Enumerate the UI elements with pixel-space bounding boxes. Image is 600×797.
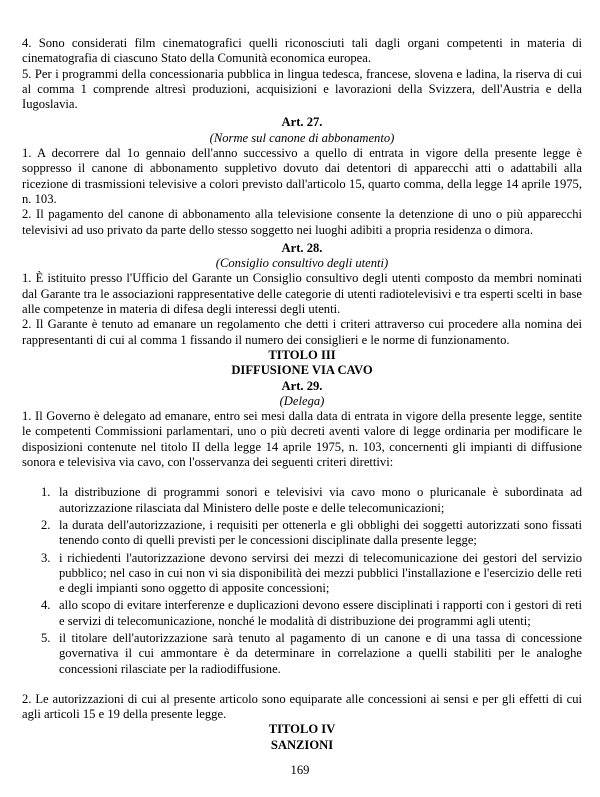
article-28-heading: Art. 28. <box>281 240 323 255</box>
list-item-number: 2. <box>41 517 51 532</box>
list-item-number: 3. <box>41 550 51 565</box>
criteria-list <box>22 485 582 677</box>
article-27-heading: Art. 27. <box>281 115 323 130</box>
paragraph-art27-comma2: 2. Il pagamento del canone di abbonamento alla televisione consente la detenzione di uno o più apparecchi televisivi ad uso privato da parte dello stesso soggetto nei luoghi adibiti a propria residenza o dimora. <box>22 207 582 237</box>
article-27-subtitle: (Norme sul canone di abbonamento) <box>209 130 395 145</box>
list-item <box>22 518 582 549</box>
document-page <box>22 36 582 753</box>
list-item <box>22 551 582 597</box>
titolo-3-title: TITOLO III <box>268 347 336 362</box>
list-item <box>22 485 582 516</box>
paragraph-art28-comma2: 2. Il Garante è tenuto ad emanare un regolamento che detti i criteri attraverso cui procedere alla nomina dei rappresentanti di cui al comma 1 fissando il numero dei consiglieri e le norme di funzionamento. <box>22 317 582 347</box>
list-item-number: 1. <box>41 485 51 500</box>
article-28-subtitle: (Consiglio consultivo degli utenti) <box>215 256 389 271</box>
paragraph-art29-comma2: 2. Le autorizzazioni di cui al presente articolo sono equiparate alle concessioni ai sensi e per gli effetti di cui agli articoli 15 e 19 della presente legge. <box>22 691 582 722</box>
list-item-number: 4. <box>41 598 51 613</box>
list-item <box>22 631 582 677</box>
paragraph-art26-comma4: 4. Sono considerati film cinematografici quelli riconosciuti tali dagli organi competenti in materia di cinematografia di ciascuno Stato della Comunità economica europea. <box>22 36 582 66</box>
list-item <box>22 598 582 629</box>
titolo-4-title: TITOLO IV <box>268 722 336 737</box>
page-number: 169 <box>290 763 310 777</box>
titolo-3-subtitle: DIFFUSIONE VIA CAVO <box>231 363 373 378</box>
article-29-subtitle: (Delega) <box>279 393 325 408</box>
paragraph-art29-intro: 1. Il Governo è delegato ad emanare, entro sei mesi dalla data di entrata in vigore della presente legge, sentite le competenti Commissioni parlamentari, uno o più decreti aventi valore di legge ordinaria per modificare le disposizioni contenute nel titolo II della legge 14 aprile 1975, n. 103, concernenti gli impianti di diffusione sonora e televisiva via cavo, con l'osservanza dei seguenti criteri direttivi: <box>22 409 582 470</box>
list-item-text: la distribuzione di programmi sonori e televisivi via cavo mono o pluricanale è subordinata ad autorizzazione rilasciata dal Ministero delle poste e delle telecomunicazioni; <box>59 485 582 515</box>
list-item-number: 5. <box>41 630 51 645</box>
list-item-text: la durata dell'autorizzazione, i requisiti per ottenerla e gli obblighi dei soggetti autorizzati sono fissati tenendo conto di quelli previsti per le concessioni disciplinate dalla presente legge; <box>59 517 582 548</box>
paragraph-art26-comma5: 5. Per i programmi della concessionaria pubblica in lingua tedesca, francese, slovena e ladina, la riserva di cui al comma 1 comprende altresì produzioni, acquisizioni e lavorazioni della Svizzera, dell'Austria e della Iugoslavia. <box>22 66 582 112</box>
list-item-text: i richiedenti l'autorizzazione devono servirsi dei mezzi di telecomunicazione dei gestori del servizio pubblico; nel caso in cui non vi sia disponibilità dei mezzi pubblici l'installazione e l'esercizio delle reti e degli impianti sono oggetto di apposite concessioni; <box>59 550 582 596</box>
list-item-text: allo scopo di evitare interferenze e duplicazioni devono essere disciplinati i rapporti con i gestori di reti e servizi di telecomunicazione, nonché le modalità di distribuzione dei programmi agli utenti; <box>59 598 582 628</box>
article-29-heading: Art. 29. <box>281 378 323 393</box>
paragraph-art27-comma1: 1. A decorrere dal 1o gennaio dell'anno successivo a quello di entrata in vigore della presente legge è soppresso il canone di abbonamento suppletivo dovuto dai detentori di apparecchi atti o adattabili alla ricezione di trasmissioni televisive a colori previsto dall'articolo 15, quarto comma, della legge 14 aprile 1975, n. 103. <box>22 146 582 206</box>
list-item-text: il titolare dell'autorizzazione sarà tenuto al pagamento di un canone e di una tassa di concessione governativa il cui ammontare è da determinare in correlazione a quelli stabiliti per le analoghe concessioni rilasciate per la radiodiffusione. <box>59 630 582 676</box>
titolo-4-subtitle: SANZIONI <box>270 737 334 752</box>
paragraph-art28-comma1: 1. È istituito presso l'Ufficio del Garante un Consiglio consultivo degli utenti composto da membri nominati dal Garante tra le associazioni rappresentative delle categorie di utenti radiotelevisivi e tra esperti scelti in base alle competenze in materia di difesa degli interessi degli utenti. <box>22 271 582 317</box>
